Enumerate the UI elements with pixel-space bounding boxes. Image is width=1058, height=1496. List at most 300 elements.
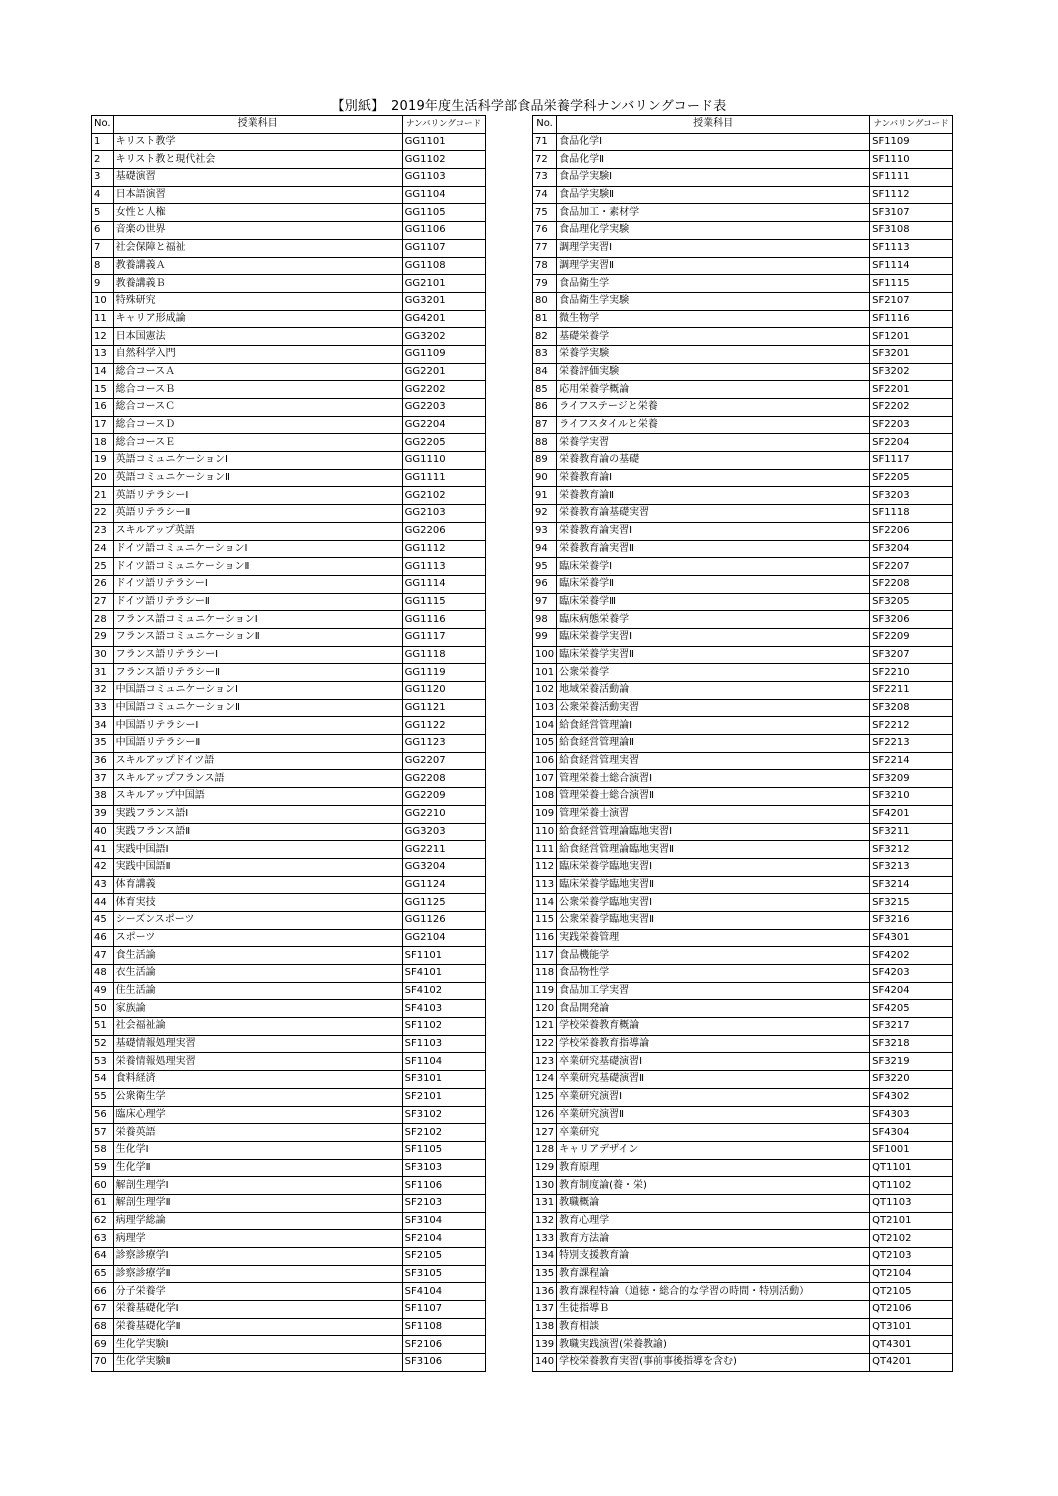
table-row (533, 1301, 953, 1319)
numbering-code: SF3218 (870, 1035, 953, 1053)
numbering-code: SF3103 (402, 1159, 485, 1177)
subject-name: 実践フランス語Ⅰ (113, 805, 402, 823)
table-row (92, 876, 486, 894)
subject-name: 栄養教育論Ⅱ (557, 487, 870, 505)
subject-name: 社会保障と福祉 (113, 239, 402, 257)
subject-name: 総合コースＥ (113, 434, 402, 452)
table-row (533, 575, 953, 593)
table-row (92, 1336, 486, 1354)
subject-name: 微生物学 (557, 310, 870, 328)
table-row (92, 1018, 486, 1036)
table-row (92, 452, 486, 470)
table-row (533, 558, 953, 576)
numbering-code: QT2103 (870, 1248, 953, 1266)
subject-name: 教職概論 (557, 1194, 870, 1212)
numbering-code: SF3108 (870, 222, 953, 240)
row-number: 126 (533, 1106, 557, 1124)
subject-name: 臨床病態栄養学 (557, 611, 870, 629)
table-row (92, 345, 486, 363)
numbering-code: GG2207 (402, 752, 485, 770)
table-row (533, 1071, 953, 1089)
table-row (92, 487, 486, 505)
row-number: 86 (533, 399, 557, 417)
row-number: 99 (533, 628, 557, 646)
row-number: 28 (92, 611, 114, 629)
row-number: 61 (92, 1194, 114, 1212)
numbering-code: GG3204 (402, 858, 485, 876)
subject-name: 音楽の世界 (113, 222, 402, 240)
subject-name: 総合コースＡ (113, 363, 402, 381)
table-row (92, 593, 486, 611)
table-row (533, 1265, 953, 1283)
row-number: 106 (533, 752, 557, 770)
numbering-code: SF1101 (402, 947, 485, 965)
subject-name: 応用栄養学概論 (557, 381, 870, 399)
row-number: 49 (92, 982, 114, 1000)
numbering-code: SF4205 (870, 1000, 953, 1018)
table-row (92, 717, 486, 735)
table-row (533, 310, 953, 328)
row-number: 34 (92, 717, 114, 735)
row-number: 1 (92, 133, 114, 151)
row-number: 76 (533, 222, 557, 240)
numbering-code: SF1104 (402, 1053, 485, 1071)
numbering-code: SF1114 (870, 257, 953, 275)
row-number: 12 (92, 328, 114, 346)
table-row (533, 522, 953, 540)
table-row (533, 151, 953, 169)
table-row (533, 805, 953, 823)
numbering-code: GG2205 (402, 434, 485, 452)
table-row (92, 929, 486, 947)
subject-name: 生化学Ⅱ (113, 1159, 402, 1177)
row-number: 37 (92, 770, 114, 788)
numbering-code: SF3208 (870, 699, 953, 717)
row-number: 4 (92, 186, 114, 204)
table-row (92, 328, 486, 346)
numbering-code: SF2206 (870, 522, 953, 540)
table-row (92, 363, 486, 381)
header-subject: 授業科目 (113, 116, 402, 134)
row-number: 51 (92, 1018, 114, 1036)
numbering-code: SF1107 (402, 1301, 485, 1319)
subject-name: 解剖生理学Ⅱ (113, 1194, 402, 1212)
numbering-code: GG2211 (402, 841, 485, 859)
subject-name: 栄養情報処理実習 (113, 1053, 402, 1071)
table-row (533, 399, 953, 417)
table-row (533, 257, 953, 275)
table-row (92, 133, 486, 151)
subject-name: 食品学実験Ⅰ (557, 169, 870, 187)
numbering-code: SF2212 (870, 717, 953, 735)
table-row (92, 1035, 486, 1053)
numbering-code: GG1120 (402, 682, 485, 700)
subject-name: 生化学Ⅰ (113, 1141, 402, 1159)
numbering-code: SF2211 (870, 682, 953, 700)
numbering-code: SF1113 (870, 239, 953, 257)
numbering-code: SF3205 (870, 593, 953, 611)
row-number: 110 (533, 823, 557, 841)
numbering-code: SF2209 (870, 628, 953, 646)
subject-name: 公衆栄養学 (557, 664, 870, 682)
numbering-code: QT2101 (870, 1212, 953, 1230)
subject-name: 英語リテラシーⅠ (113, 487, 402, 505)
row-number: 46 (92, 929, 114, 947)
numbering-code: SF2214 (870, 752, 953, 770)
table-row (92, 735, 486, 753)
subject-name: 教育方法論 (557, 1230, 870, 1248)
table-row (92, 540, 486, 558)
subject-name: 臨床栄養学Ⅰ (557, 558, 870, 576)
table-row (533, 965, 953, 983)
table-row (533, 911, 953, 929)
subject-name: 総合コースＣ (113, 399, 402, 417)
table-row (92, 1230, 486, 1248)
row-number: 121 (533, 1018, 557, 1036)
table-row (533, 1088, 953, 1106)
subject-name: ライフステージと栄養 (557, 399, 870, 417)
numbering-code: GG1113 (402, 558, 485, 576)
numbering-code: SF3203 (870, 487, 953, 505)
row-number: 94 (533, 540, 557, 558)
numbering-code: SF3210 (870, 788, 953, 806)
row-number: 2 (92, 151, 114, 169)
row-number: 14 (92, 363, 114, 381)
table-row (92, 823, 486, 841)
numbering-code: GG1107 (402, 239, 485, 257)
numbering-code: SF4102 (402, 982, 485, 1000)
table-row (92, 805, 486, 823)
numbering-code: SF3211 (870, 823, 953, 841)
numbering-code: SF2102 (402, 1124, 485, 1142)
row-number: 111 (533, 841, 557, 859)
numbering-code: GG1105 (402, 204, 485, 222)
row-number: 23 (92, 522, 114, 540)
numbering-code: SF2201 (870, 381, 953, 399)
numbering-code: SF2207 (870, 558, 953, 576)
subject-name: 教育制度論(養・栄) (557, 1177, 870, 1195)
numbering-code: GG1114 (402, 575, 485, 593)
table-row (533, 823, 953, 841)
numbering-code: QT2106 (870, 1301, 953, 1319)
numbering-code: QT1103 (870, 1194, 953, 1212)
numbering-code: GG2101 (402, 275, 485, 293)
table-row (533, 434, 953, 452)
subject-name: 衣生活論 (113, 965, 402, 983)
table-header (92, 116, 486, 134)
table-row (533, 416, 953, 434)
subject-name: 食品機能学 (557, 947, 870, 965)
numbering-code: SF3102 (402, 1106, 485, 1124)
subject-name: 学校栄養教育指導論 (557, 1035, 870, 1053)
subject-name: 中国語コミュニケーションⅡ (113, 699, 402, 717)
subject-name: キャリア形成論 (113, 310, 402, 328)
table-row (533, 345, 953, 363)
numbering-code: GG2204 (402, 416, 485, 434)
row-number: 25 (92, 558, 114, 576)
subject-name: フランス語リテラシーⅠ (113, 646, 402, 664)
table-row (92, 505, 486, 523)
numbering-code: SF2106 (402, 1336, 485, 1354)
numbering-code: SF4202 (870, 947, 953, 965)
numbering-code: SF3105 (402, 1265, 485, 1283)
table-row (533, 186, 953, 204)
numbering-code: SF3206 (870, 611, 953, 629)
table-row (92, 1124, 486, 1142)
numbering-code: QT2105 (870, 1283, 953, 1301)
row-number: 41 (92, 841, 114, 859)
numbering-code: SF1109 (870, 133, 953, 151)
row-number: 112 (533, 858, 557, 876)
table-row (92, 628, 486, 646)
table-row (92, 1212, 486, 1230)
row-number: 132 (533, 1212, 557, 1230)
subject-name: 英語リテラシーⅡ (113, 505, 402, 523)
row-number: 70 (92, 1354, 114, 1372)
row-number: 77 (533, 239, 557, 257)
row-number: 15 (92, 381, 114, 399)
row-number: 133 (533, 1230, 557, 1248)
row-number: 105 (533, 735, 557, 753)
row-number: 95 (533, 558, 557, 576)
subject-name: 栄養評価実験 (557, 363, 870, 381)
numbering-code: GG2202 (402, 381, 485, 399)
row-number: 109 (533, 805, 557, 823)
table-row (92, 894, 486, 912)
row-number: 115 (533, 911, 557, 929)
row-number: 21 (92, 487, 114, 505)
table-row (92, 1265, 486, 1283)
row-number: 79 (533, 275, 557, 293)
subject-name: 女性と人権 (113, 204, 402, 222)
table-row (92, 257, 486, 275)
numbering-code: GG1121 (402, 699, 485, 717)
table-row (533, 735, 953, 753)
numbering-code: SF4104 (402, 1283, 485, 1301)
row-number: 83 (533, 345, 557, 363)
numbering-code: SF4201 (870, 805, 953, 823)
table-row (533, 1230, 953, 1248)
subject-name: キリスト教と現代社会 (113, 151, 402, 169)
table-header (533, 116, 953, 134)
table-row (533, 682, 953, 700)
subject-name: 卒業研究基礎演習Ⅰ (557, 1053, 870, 1071)
row-number: 64 (92, 1248, 114, 1266)
table-row (92, 558, 486, 576)
subject-name: 体育講義 (113, 876, 402, 894)
table-row (533, 363, 953, 381)
row-number: 101 (533, 664, 557, 682)
row-number: 11 (92, 310, 114, 328)
table-row (533, 204, 953, 222)
numbering-code: QT4201 (870, 1354, 953, 1372)
numbering-code: GG2208 (402, 770, 485, 788)
numbering-code: GG1126 (402, 911, 485, 929)
table-row (533, 1035, 953, 1053)
row-number: 74 (533, 186, 557, 204)
numbering-code: SF2104 (402, 1230, 485, 1248)
numbering-code: SF1117 (870, 452, 953, 470)
subject-name: キリスト教学 (113, 133, 402, 151)
table-row (92, 982, 486, 1000)
table-row (533, 292, 953, 310)
numbering-code: GG1106 (402, 222, 485, 240)
subject-name: 栄養学実習 (557, 434, 870, 452)
numbering-code: GG3203 (402, 823, 485, 841)
subject-name: 調理学実習Ⅰ (557, 239, 870, 257)
subject-name: 総合コースＤ (113, 416, 402, 434)
subject-name: スキルアップドイツ語 (113, 752, 402, 770)
subject-name: 食品化学Ⅱ (557, 151, 870, 169)
row-number: 68 (92, 1318, 114, 1336)
numbering-code: GG1104 (402, 186, 485, 204)
subject-name: 栄養基礎化学Ⅰ (113, 1301, 402, 1319)
subject-name: 住生活論 (113, 982, 402, 1000)
row-number: 71 (533, 133, 557, 151)
table-row (92, 788, 486, 806)
subject-name: キャリアデザイン (557, 1141, 870, 1159)
numbering-code: GG2210 (402, 805, 485, 823)
header-no: No. (533, 116, 557, 134)
subject-name: 教育原理 (557, 1159, 870, 1177)
table-row (533, 452, 953, 470)
row-number: 90 (533, 469, 557, 487)
row-number: 136 (533, 1283, 557, 1301)
table-row (92, 222, 486, 240)
numbering-code: SF1103 (402, 1035, 485, 1053)
row-number: 27 (92, 593, 114, 611)
numbering-code: GG1117 (402, 628, 485, 646)
subject-name: 日本語演習 (113, 186, 402, 204)
numbering-code: SF3204 (870, 540, 953, 558)
numbering-code: SF2202 (870, 399, 953, 417)
row-number: 92 (533, 505, 557, 523)
subject-name: 診察診療学Ⅱ (113, 1265, 402, 1283)
subject-name: 卒業研究 (557, 1124, 870, 1142)
subject-name: 栄養学実験 (557, 345, 870, 363)
subject-name: 教養講義Ａ (113, 257, 402, 275)
row-number: 18 (92, 434, 114, 452)
numbering-code: QT1101 (870, 1159, 953, 1177)
row-number: 108 (533, 788, 557, 806)
subject-name: 総合コースＢ (113, 381, 402, 399)
numbering-code: SF3219 (870, 1053, 953, 1071)
subject-name: 食品理化学実験 (557, 222, 870, 240)
table-row (533, 947, 953, 965)
subject-name: 実践フランス語Ⅱ (113, 823, 402, 841)
subject-name: 卒業研究演習Ⅱ (557, 1106, 870, 1124)
table-row (92, 1248, 486, 1266)
table-row (533, 487, 953, 505)
numbering-code: SF2103 (402, 1194, 485, 1212)
table-row (533, 1194, 953, 1212)
table-row (533, 1248, 953, 1266)
row-number: 35 (92, 735, 114, 753)
numbering-code: QT2102 (870, 1230, 953, 1248)
subject-name: 公衆栄養学臨地実習Ⅱ (557, 911, 870, 929)
subject-name: 教養講義Ｂ (113, 275, 402, 293)
header-subject: 授業科目 (557, 116, 870, 134)
table-row (92, 416, 486, 434)
subject-name: フランス語コミュニケーションⅠ (113, 611, 402, 629)
numbering-code: SF2204 (870, 434, 953, 452)
row-number: 10 (92, 292, 114, 310)
numbering-code: SF4103 (402, 1000, 485, 1018)
numbering-code: SF3215 (870, 894, 953, 912)
subject-name: ドイツ語コミュニケーションⅡ (113, 558, 402, 576)
subject-name: 教職実践演習(栄養教諭) (557, 1336, 870, 1354)
row-number: 130 (533, 1177, 557, 1195)
subject-name: 臨床栄養学Ⅱ (557, 575, 870, 593)
row-number: 135 (533, 1265, 557, 1283)
table-row (92, 646, 486, 664)
numbering-code: GG3201 (402, 292, 485, 310)
table-row (92, 1159, 486, 1177)
subject-name: 給食経営管理論Ⅰ (557, 717, 870, 735)
table-row (92, 1071, 486, 1089)
table-row (92, 682, 486, 700)
table-row (92, 911, 486, 929)
subject-name: 管理栄養士総合演習Ⅱ (557, 788, 870, 806)
table-row (92, 1354, 486, 1372)
row-number: 91 (533, 487, 557, 505)
numbering-code: GG4201 (402, 310, 485, 328)
row-number: 7 (92, 239, 114, 257)
subject-name: 食料経済 (113, 1071, 402, 1089)
numbering-code: SF4301 (870, 929, 953, 947)
subject-name: ドイツ語コミュニケーションⅠ (113, 540, 402, 558)
subject-name: 特殊研究 (113, 292, 402, 310)
numbering-code: GG1115 (402, 593, 485, 611)
numbering-code: GG2102 (402, 487, 485, 505)
table-row (533, 1283, 953, 1301)
numbering-code: GG1103 (402, 169, 485, 187)
numbering-code: GG2209 (402, 788, 485, 806)
row-number: 20 (92, 469, 114, 487)
subject-name: 食生活論 (113, 947, 402, 965)
numbering-code: SF1001 (870, 1141, 953, 1159)
row-number: 58 (92, 1141, 114, 1159)
table-row (92, 469, 486, 487)
row-number: 52 (92, 1035, 114, 1053)
table-row (92, 1141, 486, 1159)
subject-name: 基礎栄養学 (557, 328, 870, 346)
numbering-code: GG1101 (402, 133, 485, 151)
row-number: 128 (533, 1141, 557, 1159)
header-code: ナンバリングコード (870, 116, 953, 134)
table-row (92, 169, 486, 187)
table-row (92, 858, 486, 876)
subject-name: 臨床栄養学実習Ⅱ (557, 646, 870, 664)
table-row (533, 646, 953, 664)
numbering-code: QT1102 (870, 1177, 953, 1195)
table-row (92, 699, 486, 717)
row-number: 13 (92, 345, 114, 363)
numbering-code: GG2203 (402, 399, 485, 417)
table-row (533, 841, 953, 859)
row-number: 138 (533, 1318, 557, 1336)
row-number: 80 (533, 292, 557, 310)
row-number: 124 (533, 1071, 557, 1089)
subject-name: 中国語リテラシーⅡ (113, 735, 402, 753)
subject-name: 生徒指導Ｂ (557, 1301, 870, 1319)
row-number: 82 (533, 328, 557, 346)
table-row (533, 858, 953, 876)
header-code: ナンバリングコード (402, 116, 485, 134)
table-row (92, 947, 486, 965)
table-row (92, 1088, 486, 1106)
row-number: 53 (92, 1053, 114, 1071)
